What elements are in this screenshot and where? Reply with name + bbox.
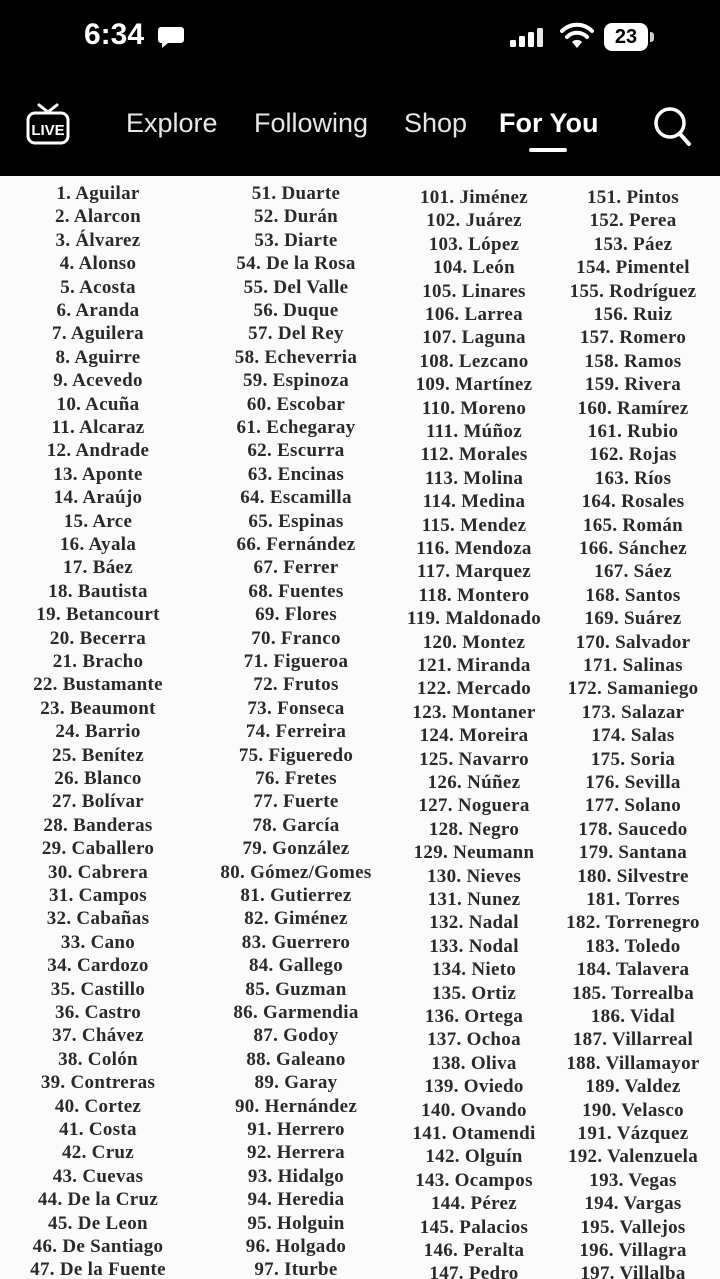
surname-list-item: 126. Núñez	[427, 772, 521, 793]
surname-list-item: 82. Giménez	[244, 908, 348, 930]
surname-list-item: 176. Sevilla	[585, 772, 681, 793]
surname-list-item: 65. Espinas	[248, 510, 344, 532]
surname-list-item: 164. Rosales	[581, 491, 685, 513]
surname-list-item: 142. Olguín	[425, 1146, 523, 1168]
surname-list-item: 21. Bracho	[52, 651, 144, 672]
surname-list-item: 52. Durán	[254, 206, 338, 228]
tab-explore[interactable]: Explore	[126, 108, 218, 138]
surname-list-item: 51. Duarte	[251, 183, 341, 204]
surname-list-item: 35. Castillo	[50, 978, 146, 1000]
surname-list-item: 147. Pedro	[429, 1263, 519, 1279]
surname-list-item: 20. Becerra	[49, 627, 147, 649]
surname-list-item: 129. Neumann	[413, 842, 535, 864]
surname-list-item: 102. Juárez	[426, 210, 522, 232]
surname-list-item: 93. Hidalgo	[247, 1165, 345, 1187]
surname-column-2	[196, 176, 396, 1279]
surname-list-item: 106. Larrea	[425, 304, 523, 325]
surname-list-item: 10. Acuña	[56, 393, 140, 415]
surname-list-item: 151. Pintos	[587, 187, 679, 208]
surname-list-item: 119. Maldonado	[406, 608, 542, 630]
surname-list-item: 166. Sánchez	[578, 538, 688, 559]
surname-list-item: 175. Soria	[590, 748, 676, 770]
surname-list-item: 174. Salas	[591, 725, 675, 747]
surname-list-item: 74. Ferreira	[245, 721, 347, 743]
surname-list-item: 55. Del Valle	[243, 276, 349, 298]
surname-list-item: 103. López	[428, 233, 520, 255]
surname-list-item: 153. Páez	[593, 233, 673, 255]
surname-list-item: 36. Castro	[54, 1002, 142, 1023]
surname-list-item: 169. Suárez	[584, 608, 682, 630]
surname-list-item: 14. Araújo	[53, 487, 143, 509]
surname-list-item: 165. Román	[582, 514, 684, 536]
surname-list-item: 24. Barrio	[55, 721, 141, 743]
surname-list-item: 139. Oviedo	[424, 1076, 524, 1098]
video-frame-surname-list[interactable]	[0, 176, 720, 1279]
surname-list-item: 143. Ocampos	[415, 1169, 533, 1191]
message-bubble-icon	[157, 25, 185, 49]
surname-list-item: 180. Silvestre	[577, 865, 689, 887]
surname-list-item: 146. Peralta	[423, 1240, 525, 1261]
surname-list-item: 33. Cano	[60, 931, 136, 953]
battery-tip	[650, 32, 654, 42]
surname-list-item: 66. Fernández	[236, 534, 356, 555]
surname-list-item: 88. Galeano	[246, 1048, 346, 1070]
surname-list-item: 104. León	[433, 257, 515, 279]
surname-list-item: 76. Fretes	[255, 768, 337, 789]
surname-list-item: 70. Franco	[251, 627, 341, 649]
surname-list-item: 27. Bolívar	[52, 791, 144, 813]
surname-list-item: 26. Blanco	[54, 768, 142, 789]
surname-list-item: 132. Nadal	[429, 912, 519, 934]
surname-list-item: 121. Miranda	[417, 655, 531, 676]
surname-list-item: 40. Cortez	[54, 1095, 142, 1117]
surname-list-item: 96. Holgado	[245, 1236, 347, 1257]
surname-list-item: 43. Cuevas	[52, 1165, 144, 1187]
surname-list-item: 84. Gallego	[248, 955, 344, 977]
wifi-icon	[560, 22, 594, 50]
surname-list-item: 186. Vidal	[590, 1006, 676, 1027]
surname-list-item: 111. Múñoz	[426, 421, 522, 442]
surname-list-item: 41. Costa	[59, 1119, 137, 1140]
surname-list-item: 182. Torrenegro	[566, 912, 700, 934]
surname-list-item: 105. Linares	[422, 280, 526, 302]
surname-list-item: 183. Toledo	[585, 935, 681, 957]
surname-list-item: 137. Ochoa	[427, 1029, 521, 1051]
surname-list-item: 193. Vegas	[589, 1169, 677, 1191]
surname-list-item: 79. González	[242, 838, 350, 860]
surname-list-item: 181. Torres	[586, 889, 680, 910]
surname-list-item: 197. Villalba	[580, 1263, 686, 1279]
surname-list-item: 133. Nodal	[429, 935, 519, 957]
surname-list-item: 92. Herrera	[247, 1142, 345, 1164]
status-bar	[0, 0, 720, 80]
surname-list-item: 127. Noguera	[418, 795, 530, 817]
surname-list-item: 25. Benítez	[52, 744, 144, 766]
surname-list-item: 170. Salvador	[575, 631, 691, 653]
surname-list-item: 184. Talavera	[576, 959, 690, 981]
surname-list-item: 128. Negro	[428, 818, 520, 840]
surname-list-item: 156. Ruiz	[593, 304, 673, 325]
surname-list-item: 85. Guzman	[245, 978, 347, 1000]
top-navigation	[0, 80, 720, 176]
surname-list-item: 42. Cruz	[61, 1142, 135, 1164]
surname-list-item: 69. Flores	[255, 604, 337, 626]
surname-list-item: 120. Montez	[422, 631, 526, 653]
surname-list-item: 167. Sáez	[594, 561, 672, 583]
surname-list-item: 171. Salinas	[583, 655, 683, 676]
surname-list-item: 134. Nieto	[431, 959, 517, 981]
surname-list-item: 7. Aguilera	[52, 323, 144, 345]
battery-indicator	[604, 23, 654, 51]
surname-column-4	[546, 176, 720, 1279]
surname-list-item: 110. Moreno	[421, 397, 527, 419]
clock-time: 6:34	[84, 18, 145, 51]
surname-list-item: 154. Pimentel	[576, 257, 690, 279]
surname-list-item: 190. Velasco	[582, 1099, 684, 1121]
surname-column-3	[386, 176, 562, 1279]
surname-list-item: 45. De Leon	[48, 1212, 148, 1234]
surname-list-item: 87. Godoy	[253, 1025, 339, 1047]
surname-list-item: 16. Ayala	[59, 534, 137, 555]
surname-list-item: 107. Laguna	[422, 327, 526, 349]
surname-list-item: 179. Santana	[578, 842, 688, 864]
surname-list-item: 23. Beaumont	[40, 697, 156, 719]
surname-list-item: 57. Del Rey	[248, 323, 344, 345]
surname-list-item: 19. Betancourt	[36, 604, 160, 626]
surname-list-item: 71. Figueroa	[243, 651, 349, 672]
surname-list-item: 9. Acevedo	[53, 370, 143, 392]
surname-list-item: 118. Montero	[418, 584, 530, 606]
surname-list-item: 163. Ríos	[594, 467, 672, 489]
surname-list-item: 161. Rubio	[587, 421, 679, 442]
surname-list-item: 53. Diarte	[254, 229, 338, 251]
surname-list-item: 3. Álvarez	[55, 229, 141, 251]
surname-list-item: 80. Gómez/Gomes	[220, 861, 372, 883]
surname-list-item: 59. Espinoza	[242, 370, 349, 392]
active-tab-indicator	[529, 148, 567, 152]
surname-list-item: 63. Encinas	[247, 463, 345, 485]
surname-list-item: 91. Herrero	[247, 1119, 345, 1140]
surname-list-item: 56. Duque	[253, 300, 339, 321]
surname-list-item: 13. Aponte	[53, 463, 143, 485]
surname-list-item: 172. Samaniego	[567, 678, 699, 700]
surname-list-item: 78. García	[252, 814, 340, 836]
surname-list-item: 185. Torrealba	[571, 982, 695, 1004]
surname-list-item: 30. Cabrera	[47, 861, 149, 883]
surname-list-item: 4. Alonso	[59, 253, 137, 275]
surname-list-item: 11. Alcaraz	[51, 417, 145, 438]
surname-list-item: 124. Moreira	[419, 725, 529, 747]
surname-list-item: 31. Campos	[48, 885, 147, 906]
surname-list-item: 2. Alarcon	[54, 206, 142, 228]
surname-list-item: 1. Aguilar	[56, 183, 140, 204]
surname-list-item: 191. Vázquez	[577, 1123, 689, 1144]
surname-list-item: 109. Martínez	[415, 374, 533, 396]
surname-list-item: 173. Salazar	[581, 701, 685, 723]
surname-list-item: 188. Villamayor	[566, 1052, 700, 1074]
surname-list-item: 108. Lezcano	[419, 350, 529, 372]
surname-list-item: 138. Oliva	[431, 1052, 517, 1074]
surname-list-item: 196. Villagra	[579, 1240, 687, 1261]
surname-list-item: 125. Navarro	[419, 748, 529, 770]
surname-list-item: 116. Mendoza	[416, 538, 532, 559]
surname-list-item: 114. Medina	[422, 491, 526, 513]
surname-list-item: 15. Arce	[63, 510, 133, 532]
surname-list-item: 162. Rojas	[589, 444, 677, 466]
surname-list-item: 94. Heredia	[247, 1189, 345, 1211]
surname-list-item: 60. Escobar	[246, 393, 346, 415]
surname-list-item: 187. Villarreal	[572, 1029, 694, 1051]
surname-list-item: 194. Vargas	[584, 1193, 682, 1215]
surname-list-item: 29. Caballero	[41, 838, 155, 860]
surname-list-item: 83. Guerrero	[241, 931, 351, 953]
surname-list-item: 192. Valenzuela	[567, 1146, 699, 1168]
surname-list-item: 28. Banderas	[43, 814, 153, 836]
surname-list-item: 131. Nunez	[427, 889, 521, 910]
surname-list-item: 112. Morales	[420, 444, 528, 466]
surname-list-item: 157. Romero	[579, 327, 687, 349]
surname-list-item: 140. Ovando	[421, 1099, 527, 1121]
surname-list-item: 62. Escurra	[247, 440, 345, 462]
surname-column-1	[0, 176, 196, 1279]
surname-list-item: 113. Molina	[424, 467, 524, 489]
surname-list-item: 101. Jiménez	[419, 187, 529, 208]
surname-list-item: 136. Ortega	[424, 1006, 524, 1027]
surname-list-item: 152. Perea	[589, 210, 677, 232]
surname-list-item: 141. Otamendi	[412, 1123, 536, 1144]
surname-list-item: 159. Rivera	[584, 374, 682, 396]
surname-list-item: 73. Fonseca	[247, 697, 345, 719]
surname-list-item: 39. Contreras	[40, 1072, 156, 1094]
live-tv-icon[interactable]	[26, 102, 70, 146]
surname-list-item: 89. Garay	[254, 1072, 338, 1094]
surname-list-item: 77. Fuerte	[253, 791, 339, 813]
surname-list-item: 34. Cardozo	[47, 955, 149, 977]
battery-level: 23	[604, 23, 648, 51]
surname-list-item: 54. De la Rosa	[236, 253, 356, 275]
surname-list-item: 123. Montaner	[412, 701, 536, 723]
surname-list-item: 95. Holguin	[247, 1212, 345, 1234]
surname-list-item: 130. Nieves	[426, 865, 522, 887]
surname-list-item: 117. Marquez	[416, 561, 532, 583]
surname-list-item: 32. Cabañas	[46, 908, 150, 930]
surname-list-item: 115. Mendez	[421, 514, 527, 536]
surname-list-item: 155. Rodríguez	[569, 280, 697, 302]
surname-list-item: 97. Iturbe	[254, 1259, 338, 1279]
surname-list-item: 177. Solano	[584, 795, 682, 817]
surname-list-item: 18. Bautista	[48, 580, 148, 602]
surname-list-item: 144. Pérez	[431, 1193, 517, 1215]
surname-list-item: 75. Figueredo	[238, 744, 354, 766]
surname-list-item: 37. Chávez	[52, 1025, 144, 1047]
surname-list-item: 58. Echeverria	[234, 346, 358, 368]
tab-following[interactable]: Following	[254, 108, 369, 138]
surname-list-item: 64. Escamilla	[240, 487, 352, 509]
surname-list-item: 5. Acosta	[60, 276, 136, 298]
live-label: LIVE	[31, 122, 65, 139]
surname-list-item: 160. Ramírez	[577, 397, 689, 419]
surname-list-item: 38. Colón	[58, 1048, 138, 1070]
surname-list-item: 122. Mercado	[416, 678, 532, 700]
surname-list-item: 68. Fuentes	[248, 580, 344, 602]
surname-list-item: 44. De la Cruz	[37, 1189, 159, 1211]
surname-list-item: 6. Aranda	[56, 300, 140, 321]
search-icon[interactable]	[652, 105, 692, 147]
surname-list-item: 8. Aguirre	[55, 346, 141, 368]
tab-for-you[interactable]: For You	[499, 108, 599, 138]
surname-list-item: 72. Frutos	[253, 674, 339, 696]
surname-list-item: 81. Gutierrez	[240, 885, 352, 906]
surname-list-item: 46. De Santiago	[32, 1236, 164, 1257]
surname-list-item: 90. Hernández	[234, 1095, 358, 1117]
surname-list-item: 158. Ramos	[584, 350, 682, 372]
tab-shop[interactable]: Shop	[404, 108, 468, 138]
surname-list-item: 22. Bustamante	[33, 674, 163, 696]
surname-list-item: 145. Palacios	[419, 1216, 529, 1238]
surname-list-item: 47. De la Fuente	[30, 1259, 166, 1279]
surname-list-item: 195. Vallejos	[580, 1216, 686, 1238]
surname-list-item: 12. Andrade	[46, 440, 150, 462]
surname-list-item: 189. Valdez	[585, 1076, 681, 1098]
cellular-signal-icon	[510, 27, 546, 47]
surname-list-item: 168. Santos	[585, 584, 681, 606]
surname-list-item: 17. Báez	[63, 557, 133, 579]
surname-list-item: 61. Echegaray	[236, 417, 356, 438]
surname-list-item: 178. Saucedo	[578, 818, 688, 840]
surname-list-item: 67. Ferrer	[253, 557, 339, 579]
surname-list-item: 86. Garmendia	[233, 1002, 359, 1023]
surname-list-item: 135. Ortiz	[431, 982, 517, 1004]
